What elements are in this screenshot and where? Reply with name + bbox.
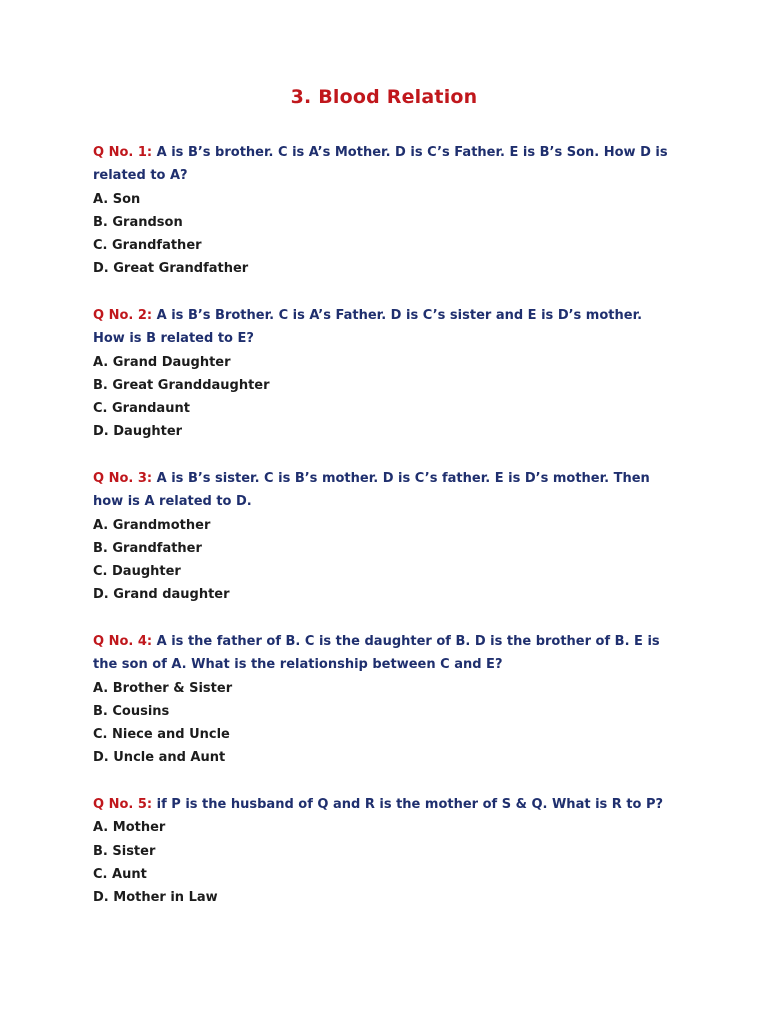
question-4-number: Q No. 4: [93,634,153,649]
question-4-option-a: A. Brother & Sister [93,680,233,696]
question-1 [93,141,678,281]
question-1-stem [93,141,678,188]
question-5-option-b: B. Sister [93,843,156,859]
question-1-option-c: C. Grandfather [93,238,202,254]
question-5-option-d: D. Mother in Law [93,890,218,906]
question-5 [93,793,678,909]
question-1-option-a: A. Son [93,191,141,207]
question-2-stem [93,304,678,351]
question-3-option-a: A. Grandmother [93,517,211,533]
question-5-stem [93,793,678,816]
question-1-text: A is B’s brother. C is A’s Mother. D is C’s Father. E is B’s Son. How D is related to A? [93,145,668,184]
question-5-text: if P is the husband of Q and R is the mother of S & Q. What is R to P? [156,797,664,812]
question-4 [93,630,678,770]
question-2-option-b: B. Great Granddaughter [93,377,270,393]
question-3 [93,467,678,607]
question-4-text: A is the father of B. C is the daughter of B. D is the brother of B. E is the son of A. What is the relationship between C and E? [93,634,660,673]
question-2-option-a: A. Grand Daughter [93,354,231,370]
question-3-option-d: D. Grand daughter [93,587,230,603]
question-5-option-c: C. Aunt [93,866,147,882]
question-5-number: Q No. 5: [93,797,153,812]
question-3-option-b: B. Grandfather [93,540,202,556]
question-3-text: A is B’s sister. C is B’s mother. D is C’s father. E is D’s mother. Then how is A related to D. [93,471,650,510]
question-3-number: Q No. 3: [93,471,153,486]
question-1-number: Q No. 1: [93,145,153,160]
question-1-option-d: D. Great Grandfather [93,261,249,277]
question-2-number: Q No. 2: [93,308,153,323]
question-2-option-d: D. Daughter [93,424,183,440]
question-2-option-c: C. Grandaunt [93,401,190,417]
question-4-option-d: D. Uncle and Aunt [93,750,226,766]
question-4-stem [93,630,678,677]
question-1-option-b: B. Grandson [93,214,183,230]
question-3-option-c: C. Daughter [93,564,181,580]
page-title: 3. Blood Relation [290,86,478,108]
question-2 [93,304,678,444]
question-4-option-b: B. Cousins [93,703,170,719]
question-5-option-a: A. Mother [93,820,166,836]
question-4-option-c: C. Niece and Uncle [93,727,230,743]
question-2-text: A is B’s Brother. C is A’s Father. D is C’s sister and E is D’s mother. How is B related to E? [93,308,643,347]
question-3-stem [93,467,678,514]
